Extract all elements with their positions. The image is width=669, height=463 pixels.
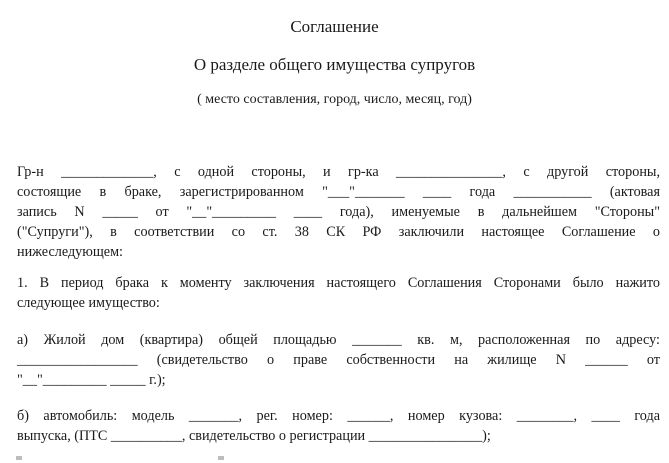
text-line: выпуска, (ПТС __________, свидетельство о регистрации ________________);	[17, 428, 491, 444]
text-line: _________________ (свидетельство о праве собственности на жилище N ______ от	[17, 352, 660, 368]
place-date-line: ( место составления, город, число, месяц, год)	[197, 92, 472, 107]
text-line: следующее имущество:	[17, 295, 160, 311]
text-line: нижеследующем:	[17, 244, 123, 260]
text-line: 1. В период брака к моменту заключения настоящего Соглашения Сторонами было нажито	[17, 275, 660, 291]
text-line: а) Жилой дом (квартира) общей площадью _______ кв. м, расположенная по адресу:	[17, 332, 660, 348]
text-line: состоящие в браке, зарегистрированном "___"_______ ____ года ___________ (актовая	[17, 184, 660, 200]
text-line: запись N _____ от "__"_________ ____ года), именуемые в дальнейшем "Стороны"	[17, 204, 660, 220]
text-line: ("Супруги"), в соответствии со ст. 38 СК РФ заключили настоящее Соглашение о	[17, 224, 660, 240]
text-line: "__"_________ _____ г.);	[17, 372, 166, 388]
text-fragment	[218, 456, 224, 460]
clause-1-paragraph	[17, 273, 660, 313]
intro-paragraph	[17, 162, 660, 262]
text-line: Гр-н _____________, с одной стороны, и гр-ка _______________, с другой стороны,	[17, 164, 660, 180]
document-title: Соглашение	[290, 17, 379, 36]
clause-a-paragraph	[17, 330, 660, 390]
text-line: б) автомобиль: модель _______, рег. номер: ______, номер кузова: ________, ____ года	[17, 408, 660, 424]
document-subtitle: О разделе общего имущества супругов	[193, 55, 476, 74]
cut-off-next-line	[0, 452, 669, 463]
text-fragment	[16, 456, 22, 460]
clause-b-paragraph	[17, 406, 660, 446]
